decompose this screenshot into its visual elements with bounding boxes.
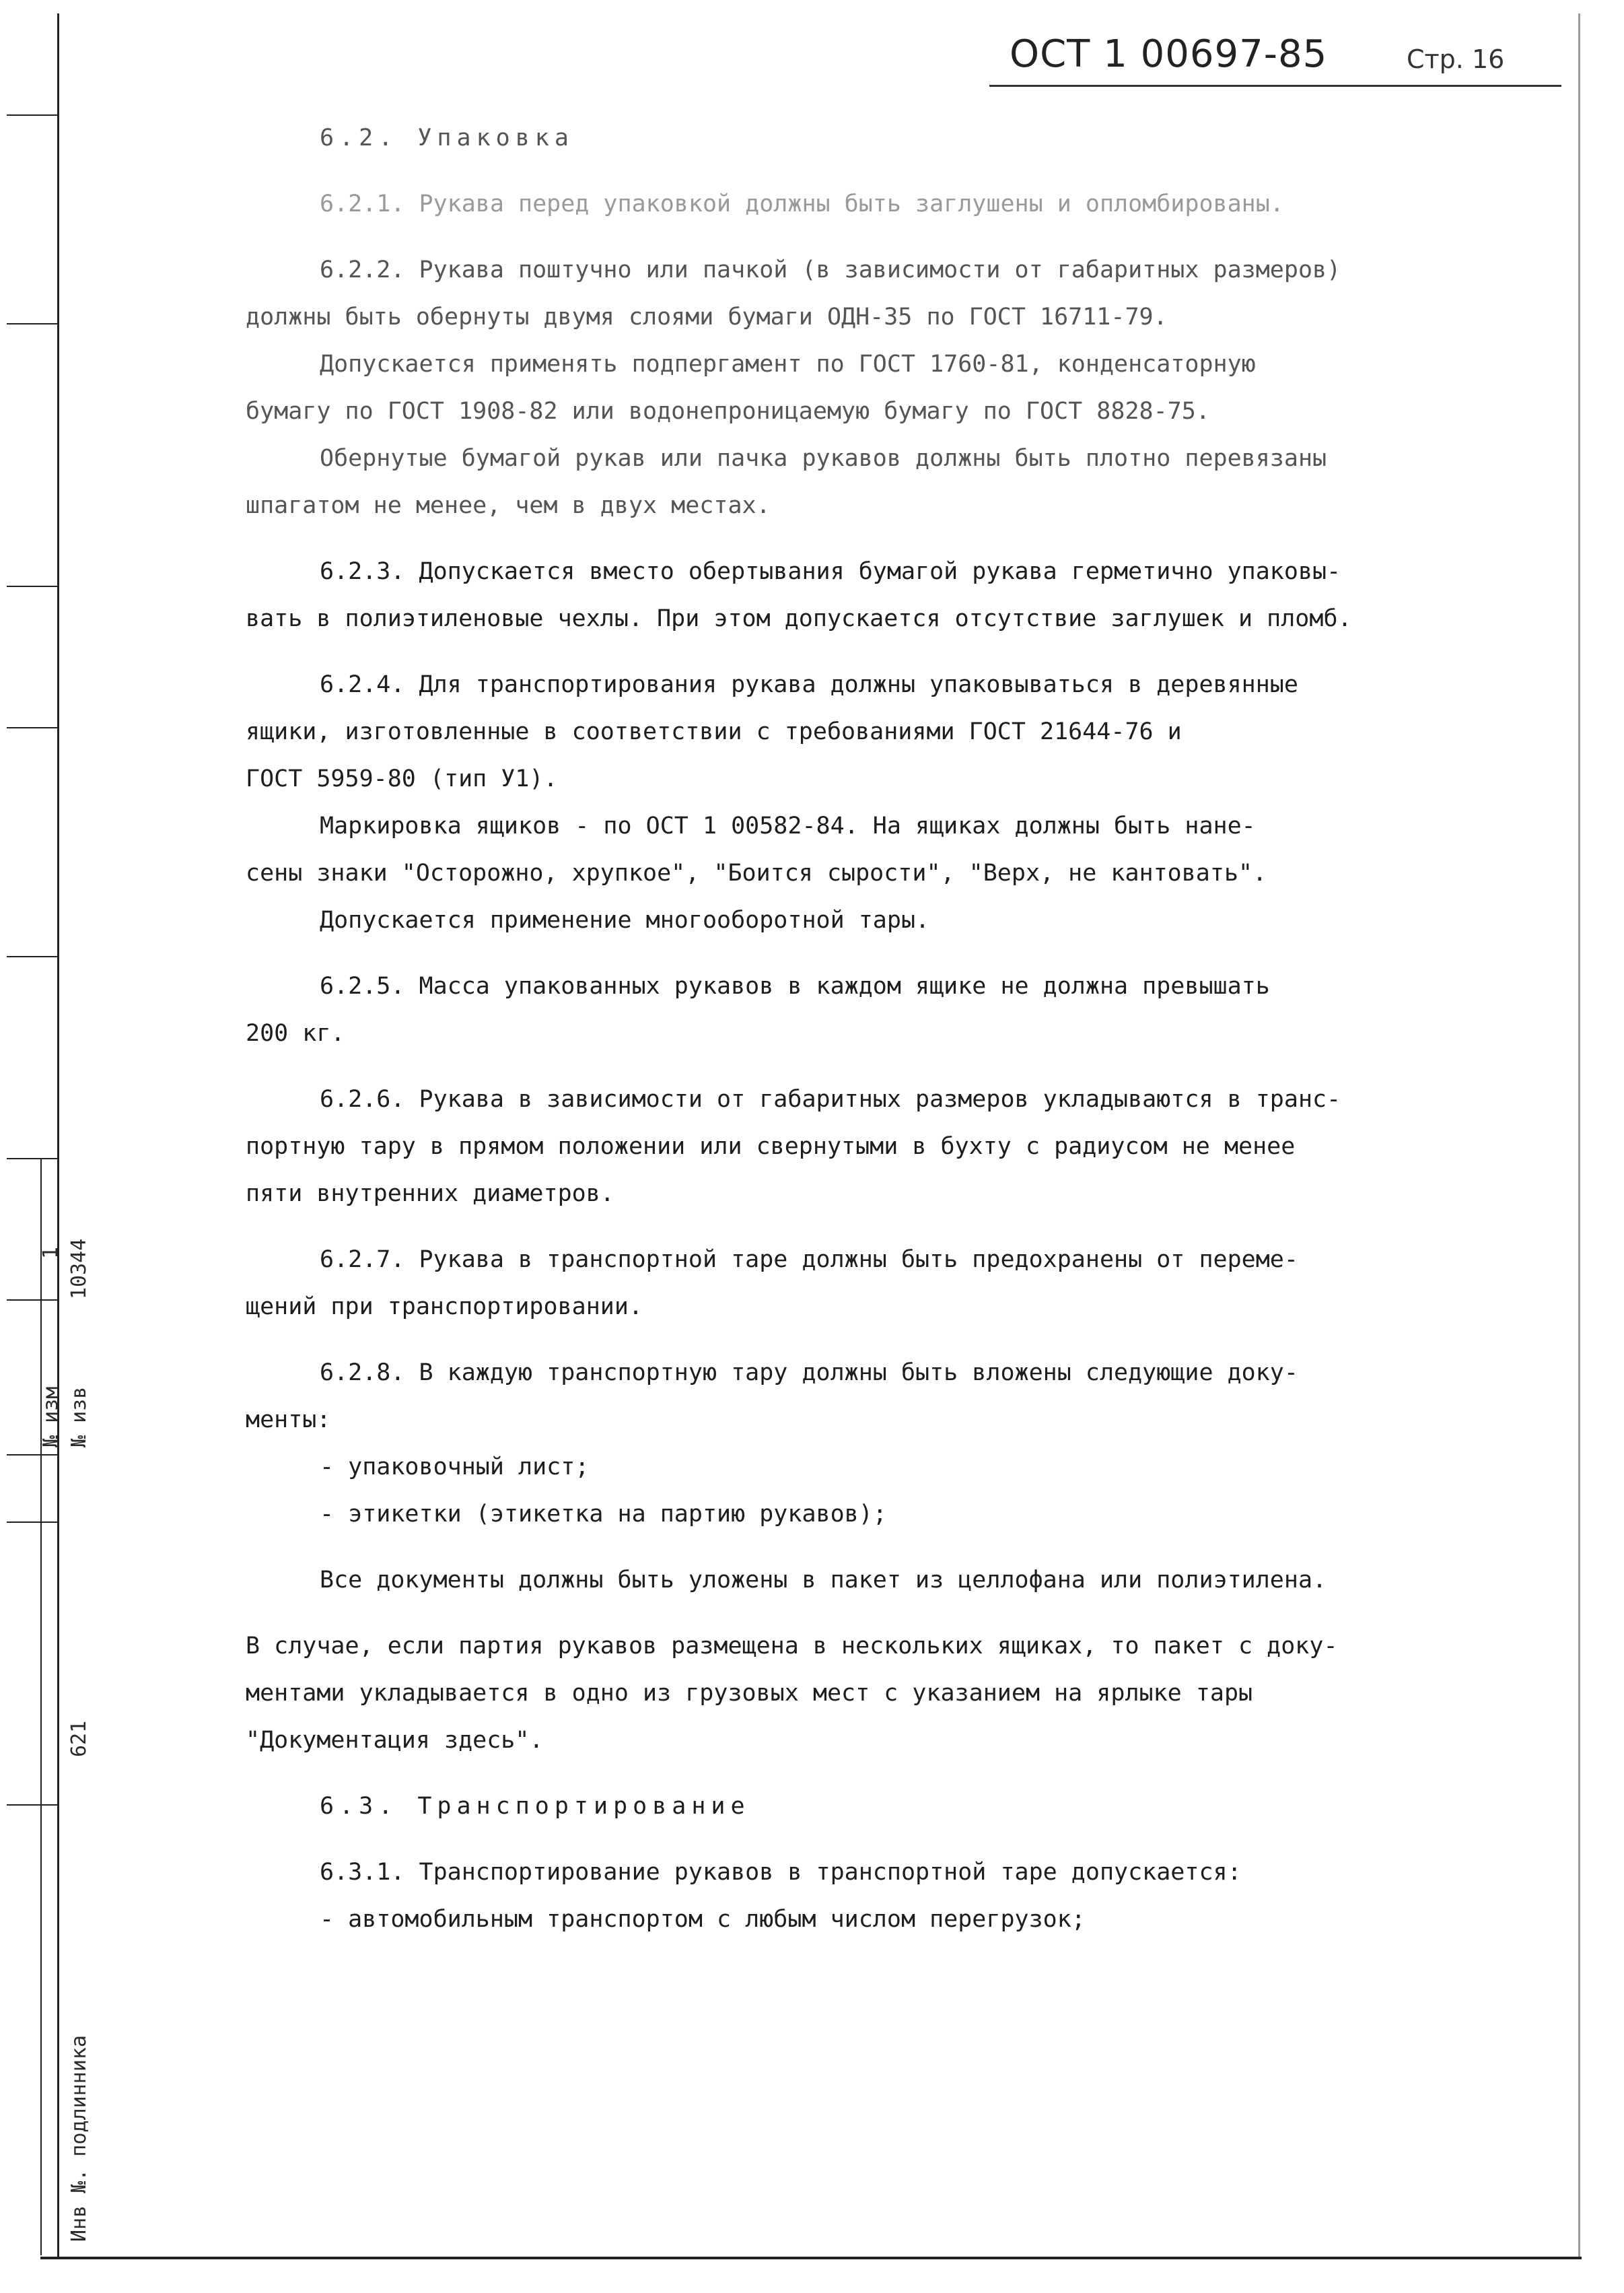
paragraph-6-2-6-line3: пяти внутренних диаметров. — [246, 1180, 614, 1207]
page-bottom-border — [40, 2257, 1582, 2259]
margin-inner-line — [40, 1158, 42, 2255]
margin-tick — [7, 1804, 57, 1806]
stamp-izm-value: 1 — [39, 1246, 63, 1259]
paragraph-6-2-8-line2: менты: — [246, 1406, 331, 1433]
paragraph-6-2-2-line2: должны быть обернуты двумя слоями бумаги ОДН-35 по ГОСТ 16711-79. — [246, 304, 1168, 331]
paragraph-6-2-4-line3: ГОСТ 5959-80 (тип У1). — [246, 765, 558, 792]
paragraph-marking-line2: сены знаки "Осторожно, хрупкое", "Боится сырости", "Верх, не кантовать". — [246, 860, 1267, 887]
list-item-packing-list: - упаковочный лист; — [320, 1453, 590, 1480]
stamp-izv-value: 10344 — [67, 1238, 91, 1299]
paragraph-6-2-5-line1: 6.2.5. Масса упакованных рукавов в каждом ящике не должна превышать — [320, 973, 1270, 1000]
paragraph-6-2-6-line2: портную тару в прямом положении или свернутыми в бухту с радиусом не менее — [246, 1133, 1296, 1160]
section-title-6-3: 6.3. Транспортирование — [320, 1793, 750, 1820]
margin-tick — [7, 1454, 57, 1456]
paragraph-allow-line1: Допускается применять подпергамент по ГОСТ 1760-81, конденсаторную — [320, 351, 1256, 378]
margin-tick — [7, 1521, 57, 1523]
margin-tick — [7, 956, 57, 957]
list-item-labels: - этикетки (этикетка на партию рукавов); — [320, 1501, 887, 1528]
paragraph-allow-line2: бумагу по ГОСТ 1908-82 или водонепроницаемую бумагу по ГОСТ 8828-75. — [246, 398, 1210, 425]
stamp-inv-label: Инв №. подлинника — [67, 2034, 91, 2242]
paragraph-6-2-5-line2: 200 кг. — [246, 1020, 345, 1047]
section-title-6-2: 6.2. Упаковка — [320, 125, 574, 151]
paragraph-6-2-6-line1: 6.2.6. Рукава в зависимости от габаритных размеров укладываются в транс- — [320, 1086, 1341, 1113]
paragraph-6-2-1: 6.2.1. Рукава перед упаковкой должны быть заглушены и опломбированы. — [320, 191, 1284, 217]
paragraph-6-2-4-line2: ящики, изготовленные в соответствии с требованиями ГОСТ 21644-76 и — [246, 718, 1182, 745]
paragraph-wrapped-line1: Обернутые бумагой рукав или пачка рукавов должны быть плотно перевязаны — [320, 445, 1327, 472]
paragraph-6-2-7-line2: щений при транспортировании. — [246, 1293, 643, 1320]
margin-tick — [7, 114, 57, 116]
paragraph-several-boxes-line2: ментами укладывается в одно из грузовых мест с указанием на ярлыке тары — [246, 1680, 1253, 1707]
margin-tick — [7, 727, 57, 728]
document-header — [989, 32, 1561, 86]
margin-tick — [7, 323, 57, 324]
page-number: Стр. 16 — [1407, 44, 1505, 74]
paragraph-6-2-3-line2: вать в полиэтиленовые чехлы. При этом допускается отсутствие заглушек и пломб. — [246, 605, 1352, 632]
header-rule — [989, 85, 1561, 87]
document-code: ОСТ 1 00697-85 — [1010, 32, 1328, 76]
paragraph-marking-line1: Маркировка ящиков - по ОСТ 1 00582-84. На ящиках должны быть нане- — [320, 813, 1256, 840]
stamp-doc-number: 621 — [67, 1720, 91, 1757]
document-body — [246, 114, 1504, 1943]
paragraph-wrapped-line2: шпагатом не менее, чем в двух местах. — [246, 492, 771, 519]
paragraph-reusable: Допускается применение многооборотной тары. — [320, 907, 930, 934]
paragraph-several-boxes-line3: "Документация здесь". — [246, 1727, 544, 1754]
paragraph-several-boxes-line1: В случае, если партия рукавов размещена в нескольких ящиках, то пакет с доку- — [246, 1633, 1338, 1659]
margin-tick — [7, 1299, 57, 1301]
paragraph-6-2-4-line1: 6.2.4. Для транспортирования рукава должны упаковываться в деревянные — [320, 671, 1298, 698]
paragraph-6-2-8-line1: 6.2.8. В каждую транспортную тару должны быть вложены следующие доку- — [320, 1359, 1298, 1386]
list-item-automobile: - автомобильным транспортом с любым числом перегрузок; — [320, 1906, 1086, 1933]
margin-tick — [7, 1158, 57, 1159]
paragraph-6-3-1: 6.3.1. Транспортирование рукавов в транспортной таре допускается: — [320, 1859, 1242, 1886]
stamp-izm-label: № изм — [39, 1386, 63, 1447]
margin-tick — [7, 586, 57, 587]
stamp-izv-label: № изв — [67, 1386, 91, 1447]
paragraph-documents-package: Все документы должны быть уложены в пакет из целлофана или полиэтилена. — [320, 1567, 1327, 1594]
paragraph-6-2-2-line1: 6.2.2. Рукава поштучно или пачкой (в зависимости от габаритных размеров) — [320, 256, 1341, 283]
page-right-border — [1578, 13, 1580, 2259]
margin-outer-line — [57, 13, 59, 2259]
paragraph-6-2-7-line1: 6.2.7. Рукава в транспортной таре должны быть предохранены от переме- — [320, 1246, 1298, 1273]
paragraph-6-2-3-line1: 6.2.3. Допускается вместо обертывания бумагой рукава герметично упаковы- — [320, 558, 1341, 585]
